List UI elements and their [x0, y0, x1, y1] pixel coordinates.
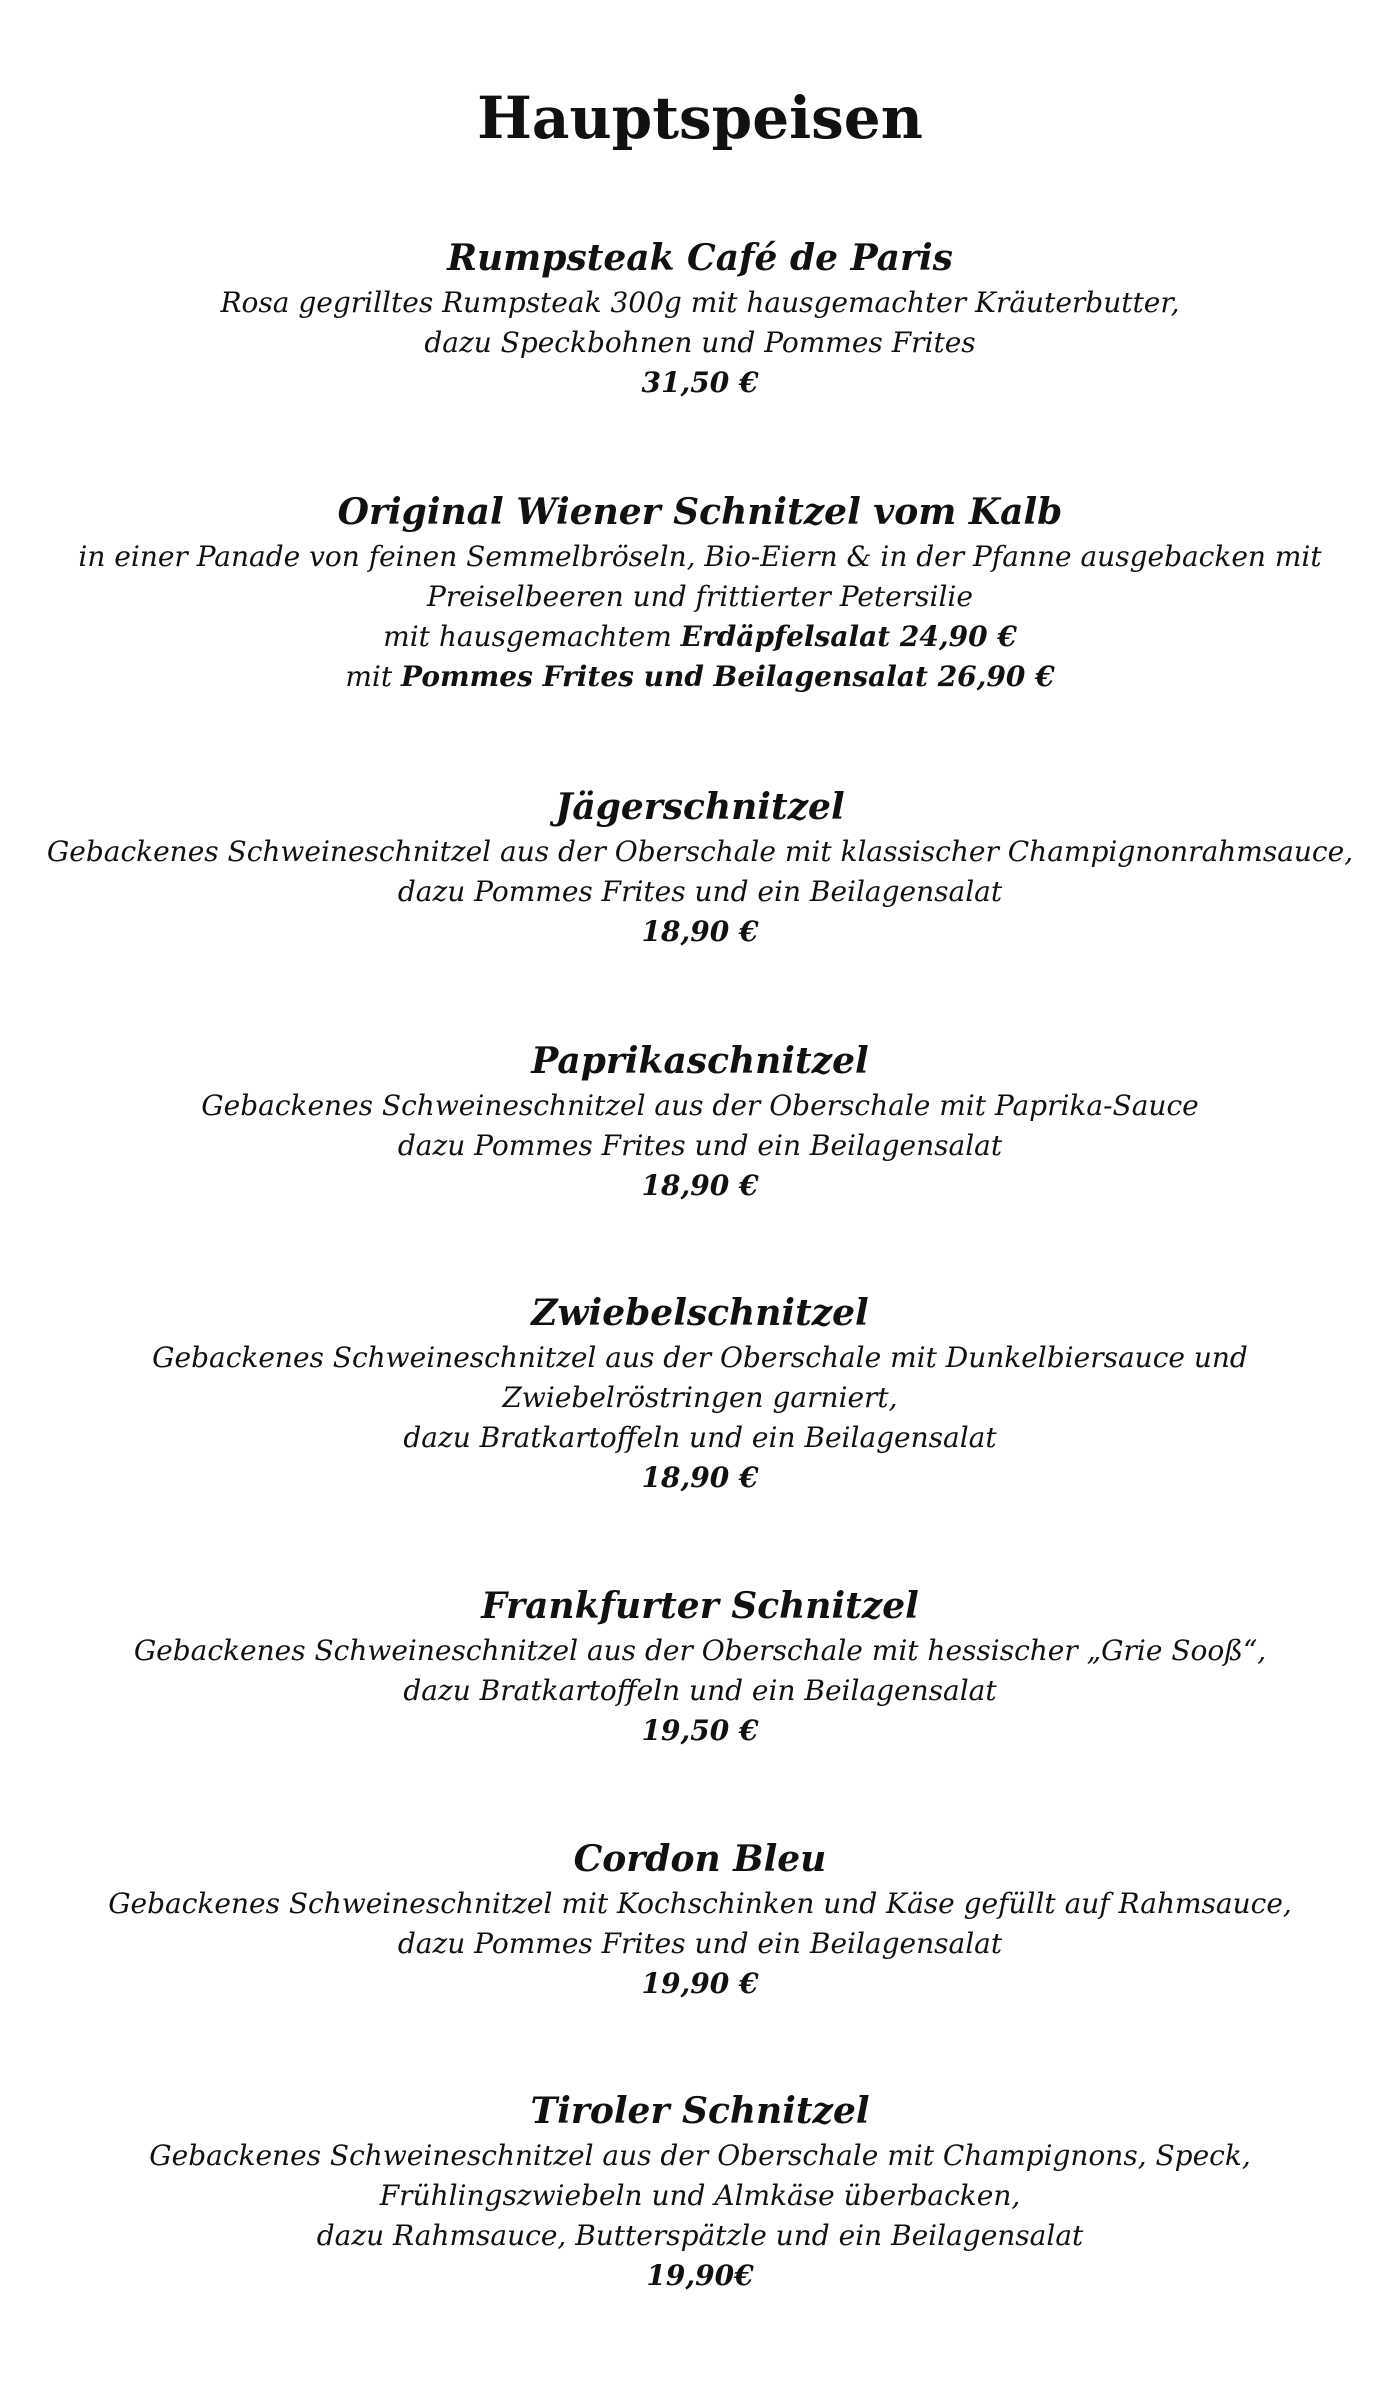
dish-name: Cordon Bleu [573, 1838, 827, 1880]
dish-price: 19,90€ [646, 2259, 754, 2292]
dish-name: Jägerschnitzel [555, 786, 845, 828]
dish-price: 19,90 € [641, 1967, 759, 2000]
dish-zwiebelschnitzel [30, 1288, 1370, 1498]
option-label: Erdäpfelsalat 24,90 € [680, 620, 1017, 653]
dish-description-line: Rosa gegrilltes Rumpsteak 300g mit hausgemachter Kräuterbutter, [220, 286, 1180, 319]
dish-option-line [30, 657, 1370, 697]
dish-option-line [30, 617, 1370, 657]
dish-price: 18,90 € [641, 1461, 759, 1494]
dish-description-line: Zwiebelröstringen garniert, [502, 1381, 898, 1414]
dish-frankfurter-schnitzel [30, 1581, 1370, 1751]
dish-description-line: dazu Rahmsauce, Butterspätzle und ein Beilagensalat [316, 2219, 1084, 2252]
dish-price: 19,50 € [641, 1714, 759, 1747]
dish-description-line: Gebackenes Schweineschnitzel aus der Oberschale mit Dunkelbiersauce und [152, 1341, 1248, 1374]
dish-description-line: in einer Panade von feinen Semmelbröseln, Bio-Eiern & in der Pfanne ausgebacken mit [78, 540, 1322, 573]
option-prefix: mit hausgemachtem [383, 620, 681, 653]
dish-description-line: dazu Speckbohnen und Pommes Frites [424, 326, 976, 359]
dish-cordon-bleu [30, 1834, 1370, 2004]
dish-name: Rumpsteak Café de Paris [447, 237, 953, 279]
dish-description-line: dazu Pommes Frites und ein Beilagensalat [397, 1129, 1003, 1162]
dish-description-line: Gebackenes Schweineschnitzel mit Kochschinken und Käse gefüllt auf Rahmsauce, [108, 1887, 1292, 1920]
dish-price: 18,90 € [641, 915, 759, 948]
dish-description-line: dazu Bratkartoffeln und ein Beilagensalat [403, 1674, 997, 1707]
dish-description-line: Gebackenes Schweineschnitzel aus der Oberschale mit hessischer „Grie Sooß“, [133, 1634, 1267, 1667]
dish-description-line: dazu Pommes Frites und ein Beilagensalat [397, 875, 1003, 908]
dish-wiener-schnitzel [30, 487, 1370, 697]
dish-name: Zwiebelschnitzel [531, 1292, 869, 1334]
option-prefix: mit [345, 660, 402, 693]
dish-description-line: Gebackenes Schweineschnitzel aus der Oberschale mit Champignons, Speck, [149, 2139, 1251, 2172]
dish-description-line: dazu Pommes Frites und ein Beilagensalat [397, 1927, 1003, 1960]
dish-name: Frankfurter Schnitzel [481, 1585, 919, 1627]
dish-rumpsteak [30, 233, 1370, 403]
dish-paprikaschnitzel [30, 1036, 1370, 1206]
dish-name: Paprikaschnitzel [531, 1040, 869, 1082]
dish-price: 31,50 € [641, 366, 759, 399]
dish-description-line: Gebackenes Schweineschnitzel aus der Oberschale mit Paprika-Sauce [201, 1089, 1199, 1122]
dish-description-line: Frühlingszwiebeln und Almkäse überbacken, [379, 2179, 1021, 2212]
dish-name: Tiroler Schnitzel [530, 2090, 870, 2132]
option-label: Pommes Frites und Beilagensalat 26,90 € [401, 660, 1055, 693]
dish-tiroler-schnitzel [30, 2086, 1370, 2296]
dish-description-line: Preiselbeeren und frittierter Petersilie [427, 580, 973, 613]
dish-description-line: dazu Bratkartoffeln und ein Beilagensalat [403, 1421, 997, 1454]
dish-name: Original Wiener Schnitzel vom Kalb [337, 491, 1063, 533]
dish-price: 18,90 € [641, 1169, 759, 1202]
page-title: Hauptspeisen [477, 84, 923, 152]
dish-description-line: Gebackenes Schweineschnitzel aus der Oberschale mit klassischer Champignonrahmsauce, [46, 835, 1354, 868]
dish-jaegerschnitzel [30, 782, 1370, 952]
